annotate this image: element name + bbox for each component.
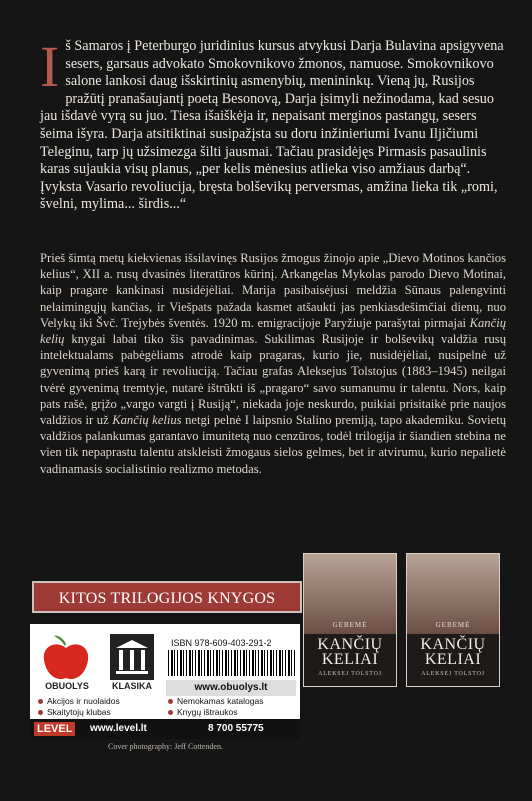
website-link[interactable]: www.obuolys.lt [194,682,268,693]
obuolys-imprint-label: OBUOLYS [45,681,89,691]
level-website-link[interactable]: www.level.lt [90,723,147,734]
bullet-dot-icon [38,710,43,715]
background-text-1: Prieš šimtą metų kiekvienas išsilavinęs Rusijos žmogus žinojo apie „Dievo Motinos kančios kelius“, XII a. rusų dvasinės literatūros kūrinį. Arkangelas Mykolas parodo Dievo Motinai, kaip pragare kankinasi nusidėjėliai. Marija pasibaisėjusi meldžia Sūnaus palengvinti nelaimingųjų kančias, ir Viešpats pažada kasmet atšaukti jas penkiasdešimčiai dienų, nuo Velykų iki Švč. Trejybės šventės. 1920 m. emigracijoje Paryžiuje parašytai pirmajai [40,251,506,330]
book-title-line1: KANČIŲ [317,636,383,653]
background-paragraph [40,250,506,477]
barcode [168,650,296,676]
klasika-imprint-label: KLASIKA [112,681,152,691]
synopsis-text: š Samaros į Peterburgo juridinius kursus atvykusi Darja Bulavina apsigyvena sesers, garsaus advokato Smokovnikovo žmonos, namuose. Smokovnikovo salone lankosi daug išskirtinių asmenybių, menininkų. Vieną jų, Rusijos pražūtį pranašaujantį poetą Besonovą, Darja įsimyli nežinodama, kad sesuo jau išdavė vyrą su juo. Tiesa išaiškėja ir, nepaisant merginos pastangų, sesers šeima išyra. Darja atsitiktinai susipažįsta su doru inžinieriumi Ivanu Iljičiumi Teleginu, tarp jų užsimezga šilti jausmai. Tačiau prasidėjęs Pirmasis pasaulinis karas sujaukia visų planus, „per kelis mėnesius atlieka viso amžiaus darbą“. Įvyksta Vasario revoliucija, bręsta bolševikų perversmas, amžina lieka tik „romi, švelni, mylima... širdis...“ [40,38,504,213]
bullet-dot-icon [38,699,43,704]
book-cover-1 [303,553,397,687]
phone-number[interactable]: 8 700 55775 [208,723,264,734]
bullet-dot-icon [168,699,173,704]
level-logo: LEVEL [34,722,75,736]
feature-item: Knygų ištraukos [168,707,237,717]
other-books-banner [32,581,302,613]
website-box[interactable] [166,680,296,696]
book-series: GEBEMĖ [435,621,471,629]
isbn-number: ISBN 978-609-403-291-2 [171,638,272,648]
background-italic-title-2: Kančių kelius [112,413,182,428]
book-author: ALEKSEJ TOLSTOJ [421,671,485,677]
background-text-3: netgi pelnė I laipsnio Stalino premiją, tapo akademiku. Sovietų valdžios palankumas garantavo imunitetą nuo cenzūros, todėl trilogija ir šiandien stebina ne vien tik nepaprastu talentu atskleisti žmogaus sielos gelmes, bet ir atvirumu, kurio nepalietė vadinamasis socialistinio realizmo metodas. [40,413,506,476]
feature-item: Nemokamas katalogas [168,696,263,706]
synopsis-paragraph [40,34,506,214]
feature-item: Skaitytojų klubas [38,707,111,717]
column-temple-icon [110,634,154,680]
contact-strip [30,719,300,739]
book-series: GEBEMĖ [332,621,368,629]
book-title-line2: KELIAI [424,651,482,668]
drop-cap: I [40,34,60,99]
other-books-label: KITOS TRILOGIJOS KNYGOS [58,590,276,607]
bullet-dot-icon [168,710,173,715]
publisher-panel [30,624,300,739]
book-author: ALEKSEJ TOLSTOJ [318,671,382,677]
book-title-line1: KANČIŲ [420,636,486,653]
background-text-2: knygai labai tiko šis pavadinimas. Sukilimas Rusijoje ir bolševikų valdžia rusų intelektualams pabėgėliams atrodė kaip pragaras, kurio jie, nusidėjėliai, nusipelnė už gyvenimą prieš karą ir revoliuciją. Tačiau grafas Aleksejus Tolstojus (1883–1945) neilgai tvėrė gyvenimą tremtyje, nutarė ištrūkti iš „pragaro“ savo sumanumu ir talentu. Nors, kaip pats rašė, grįžo „vargo vargti į Rusiją“, niekada joje neskurdo, puikiai prisitaikė prie naujos valdžios ir už [40,332,506,428]
feature-item: Akcijos ir nuolaidos [38,696,120,706]
photo-credit: Cover photography: Jeff Cottenden. [108,742,223,751]
book-cover-2 [406,553,500,687]
book-title-line2: KELIAI [321,651,379,668]
background-italic-title-1: Kančių kelių [40,315,506,347]
